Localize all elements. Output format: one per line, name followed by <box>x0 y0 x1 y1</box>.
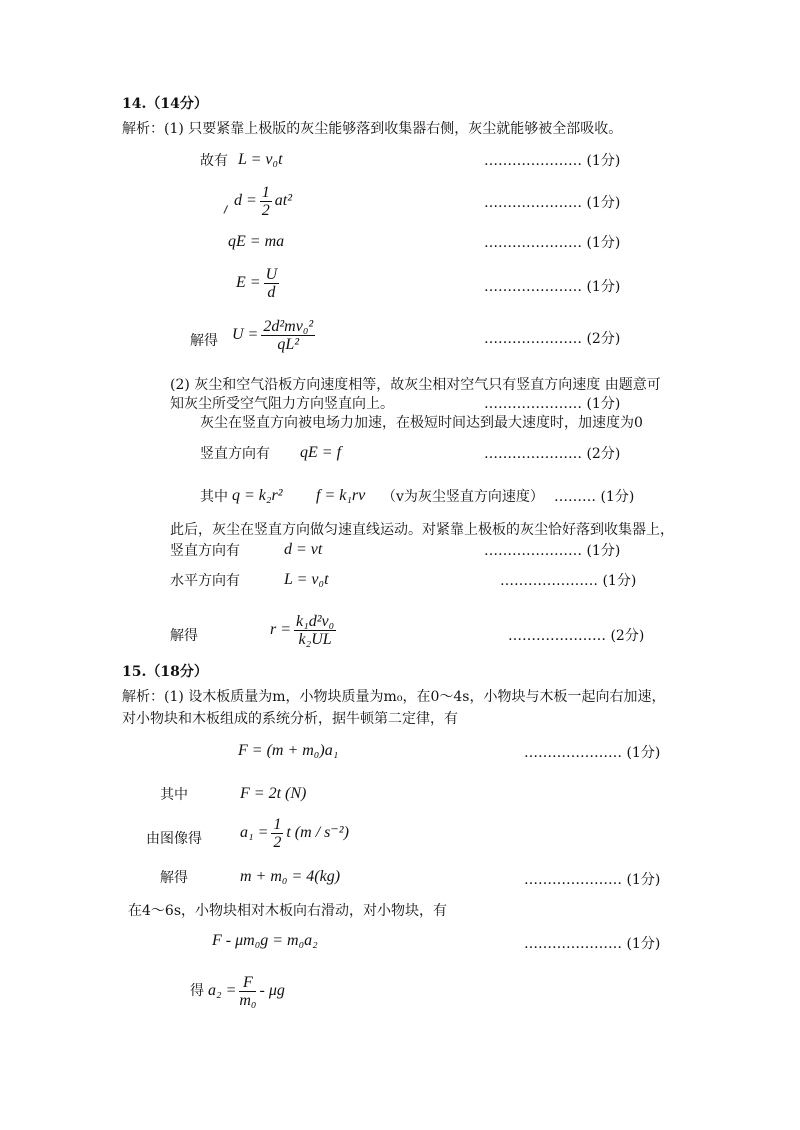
q14-eq8: d = vt <box>284 541 323 558</box>
q15-eq5: F - μm₀g = m₀a₂ <box>212 932 318 949</box>
q14-eq4-points: ………………… (1分) <box>484 279 621 295</box>
q15-eq2: F = 2t (N) <box>240 785 307 802</box>
q14-part2-points: ………………… (1分) <box>484 396 621 412</box>
q14-eq7b: f = k₁rv <box>316 487 366 504</box>
q15-part1-line3: 在4～6s，小物块相对木板向右滑动，对小物块，有 <box>128 903 447 919</box>
q14-eq6-lead: 竖直方向有 <box>200 446 270 462</box>
q14-eq10: r = $\frac{\text{k₁d²v₀}}{\text{k₂UL}}$ <box>270 613 335 648</box>
q15-header: 15.（18分） <box>122 664 208 680</box>
q14-eq7a: q = k₂r² <box>232 487 283 504</box>
q15-eq3-lead: 由图像得 <box>146 831 202 847</box>
q15-eq1: F = (m + m₀)a₁ <box>238 742 339 759</box>
q14-eq3: qE = ma <box>228 233 285 250</box>
q15-part1-line1: 解析：(1) 设木板质量为m，小物块质量为m₀，在0～4s，小物块与木板一起向右加速， <box>122 689 666 705</box>
q14-eq1-lead: 故有 <box>200 153 228 169</box>
q14-eq1: L = v₀t <box>238 151 283 168</box>
q14-eq9: L = v₀t <box>284 571 329 588</box>
q14-eq7-lead: 其中 <box>200 489 228 505</box>
q14-eq10-lead: 解得 <box>170 628 198 644</box>
q15-eq3: a₁ = $\frac{1}{2}$ t (m / s⁻²) <box>240 816 349 851</box>
q14-header: 14.（14分） <box>122 96 208 112</box>
q15-eq1-points: ………………… (1分) <box>524 745 661 761</box>
q15-eq4-points: ………………… (1分) <box>524 872 661 888</box>
q14-part2-line2: 知灰尘所受空气阻力方向竖直向上。 <box>170 396 394 412</box>
pen-mark <box>223 205 232 216</box>
q14-eq2-points: ………………… (1分) <box>484 195 621 211</box>
q14-eq9-points: ………………… (1分) <box>500 573 637 589</box>
q15-eq4-lead: 解得 <box>160 870 188 886</box>
q15-eq6: 得 a₂ = $\frac{F}{\text{m₀}}$ - μg <box>190 974 285 1009</box>
q14-eq3-points: ………………… (1分) <box>484 235 621 251</box>
q14-eq5-lead: 解得 <box>190 333 218 349</box>
q14-part2-line1: (2) 灰尘和空气沿板方向速度相等，故灰尘相对空气只有竖直方向速度 由题意可 <box>170 377 661 393</box>
q14-eq1-points: ………………… (1分) <box>484 153 621 169</box>
q14-part2-line3: 灰尘在竖直方向被电场力加速，在极短时间达到最大速度时，加速度为0 <box>200 415 643 431</box>
q15-eq4: m + m₀ = 4(kg) <box>240 868 341 885</box>
q14-part1-intro: 解析：(1) 只要紧靠上极版的灰尘能够落到收集器右侧，灰尘就能够被全部吸收。 <box>122 121 623 137</box>
q15-eq5-points: ………………… (1分) <box>524 936 661 952</box>
q14-eq8-lead: 竖直方向有 <box>170 543 240 559</box>
q14-eq8-points: ………………… (1分) <box>484 543 621 559</box>
q14-eq4: E = $\frac{U}{d}$ <box>236 266 278 301</box>
q14-part2-line4: 此后，灰尘在竖直方向做匀速直线运动。对紧靠上极板的灰尘恰好落到收集器上， <box>170 522 674 538</box>
q14-eq7-note: （v为灰尘竖直方向速度） <box>382 489 544 505</box>
q14-eq7-points: ……… (1分) <box>554 489 635 505</box>
q15-part1-line2: 对小物块和木板组成的系统分析，据牛顿第二定律，有 <box>122 711 458 727</box>
q14-eq5: U = $\frac{\text{2d²mv₀²}}{\text{qL²}}$ <box>232 318 314 353</box>
q14-eq9-lead: 水平方向有 <box>170 573 240 589</box>
q14-eq2: d = $\frac{1}{2}$ at² <box>234 184 293 219</box>
q14-eq5-points: ………………… (2分) <box>484 331 621 347</box>
q14-eq10-points: ………………… (2分) <box>508 628 645 644</box>
q15-eq2-lead: 其中 <box>160 787 188 803</box>
q14-eq6: qE = f <box>300 444 342 461</box>
q14-eq6-points: ………………… (2分) <box>484 446 621 462</box>
